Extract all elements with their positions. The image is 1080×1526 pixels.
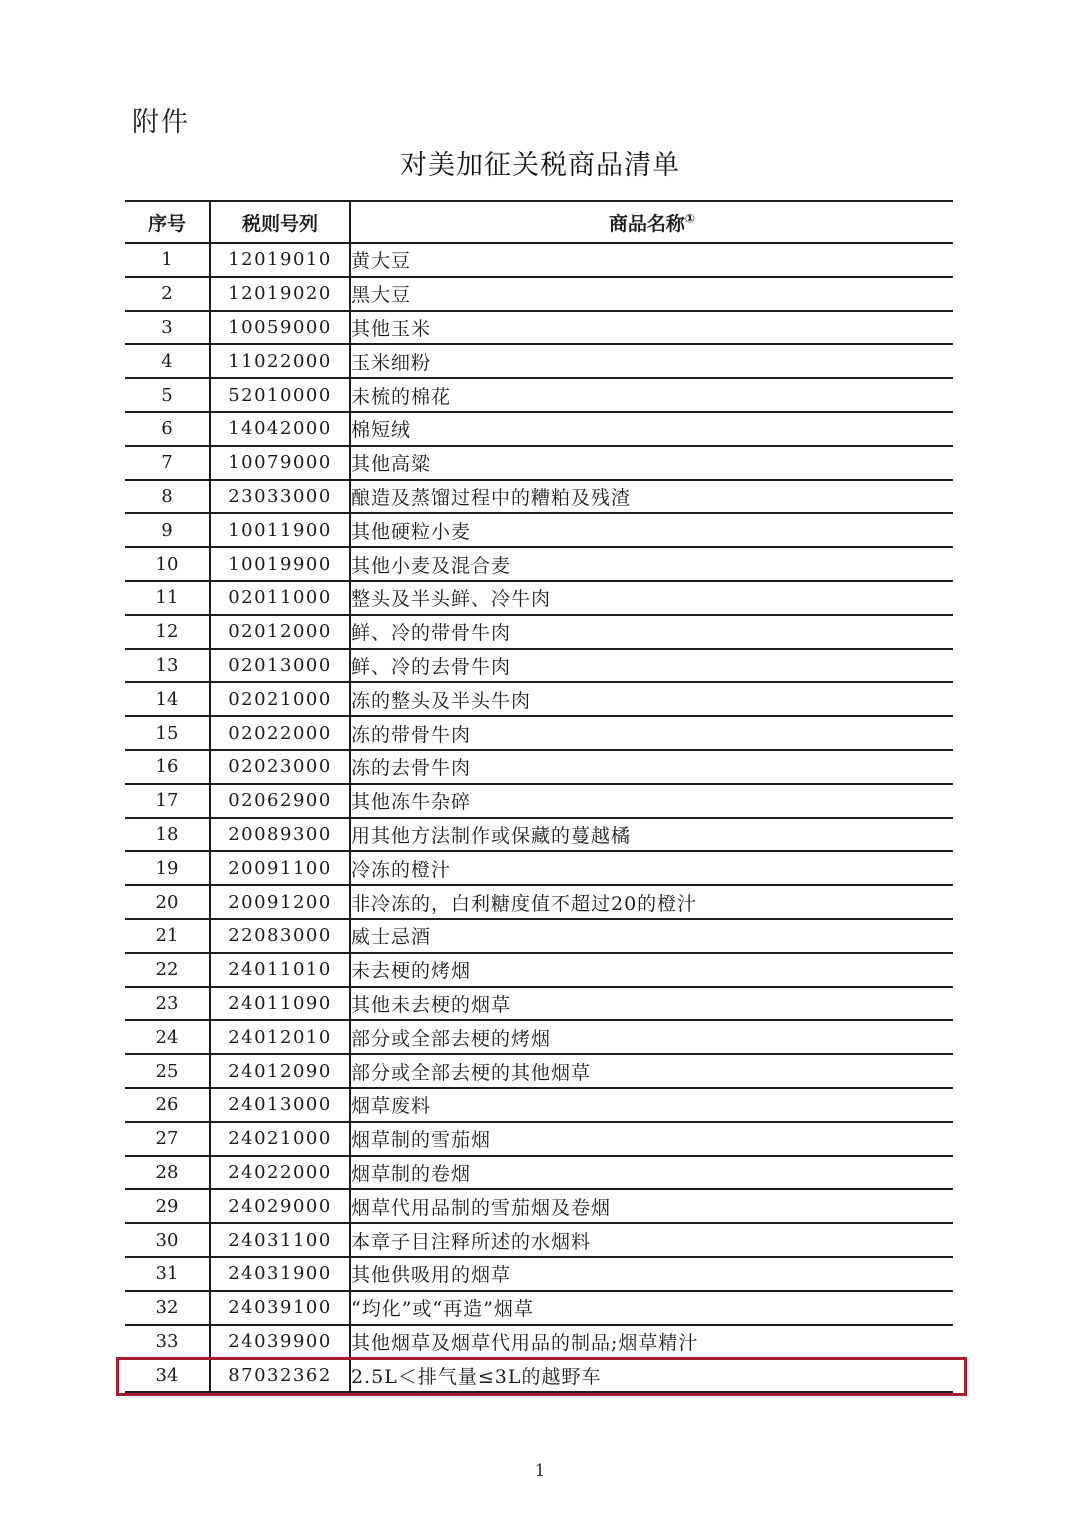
row-name-cell: 用其他方法制作或保藏的蔓越橘 [350, 818, 953, 852]
table-row [125, 243, 953, 277]
row-seq-cell: 23 [125, 987, 210, 1021]
row-code-cell: 10059000 [210, 311, 350, 345]
row-name-cell: 黄大豆 [350, 243, 953, 277]
row-name-cell: 其他未去梗的烟草 [350, 987, 953, 1021]
row-seq-cell: 6 [125, 412, 210, 446]
table-row [125, 615, 953, 649]
row-seq-cell: 24 [125, 1020, 210, 1054]
row-code-cell: 24011090 [210, 987, 350, 1021]
row-seq-cell: 29 [125, 1189, 210, 1223]
row-name-cell: 冷冻的橙汁 [350, 851, 953, 885]
row-seq-cell: 14 [125, 682, 210, 716]
row-code-cell: 02062900 [210, 784, 350, 818]
column-header-seq: 序号 [125, 201, 210, 243]
table-row [125, 547, 953, 581]
row-seq-cell: 25 [125, 1054, 210, 1088]
row-name-cell: 其他供吸用的烟草 [350, 1257, 953, 1291]
row-code-cell: 02021000 [210, 682, 350, 716]
row-name-cell: 鲜、冷的去骨牛肉 [350, 649, 953, 683]
row-name-cell: 2.5L＜排气量≤3L的越野车 [350, 1358, 953, 1392]
row-name-cell: 黑大豆 [350, 277, 953, 311]
row-code-cell: 52010000 [210, 378, 350, 412]
row-code-cell: 23033000 [210, 480, 350, 514]
table-row [125, 1291, 953, 1325]
row-code-cell: 24021000 [210, 1122, 350, 1156]
column-header-name-label: 商品名称 [608, 212, 685, 235]
row-name-cell: 玉米细粉 [350, 344, 953, 378]
row-seq-cell: 31 [125, 1257, 210, 1291]
row-seq-cell: 3 [125, 311, 210, 345]
row-code-cell: 02022000 [210, 716, 350, 750]
row-code-cell: 12019010 [210, 243, 350, 277]
table-row [125, 311, 953, 345]
row-name-cell: 部分或全部去梗的其他烟草 [350, 1054, 953, 1088]
row-seq-cell: 4 [125, 344, 210, 378]
table-row [125, 885, 953, 919]
row-name-cell: 威士忌酒 [350, 919, 953, 953]
table-row [125, 649, 953, 683]
row-code-cell: 02011000 [210, 581, 350, 615]
table-row [125, 784, 953, 818]
row-seq-cell: 17 [125, 784, 210, 818]
highlight-box [116, 1357, 967, 1396]
row-seq-cell: 21 [125, 919, 210, 953]
row-seq-cell: 16 [125, 750, 210, 784]
row-name-cell: 烟草废料 [350, 1088, 953, 1122]
table-row [125, 446, 953, 480]
row-code-cell: 02012000 [210, 615, 350, 649]
row-name-cell: 冻的带骨牛肉 [350, 716, 953, 750]
row-code-cell: 02023000 [210, 750, 350, 784]
row-name-cell: 棉短绒 [350, 412, 953, 446]
row-code-cell: 11022000 [210, 344, 350, 378]
table-row [125, 1156, 953, 1190]
row-seq-cell: 5 [125, 378, 210, 412]
row-seq-cell: 33 [125, 1325, 210, 1359]
row-seq-cell: 9 [125, 513, 210, 547]
row-seq-cell: 34 [125, 1358, 210, 1392]
row-code-cell: 10019900 [210, 547, 350, 581]
row-code-cell: 24012090 [210, 1054, 350, 1088]
row-name-cell: 冻的整头及半头牛肉 [350, 682, 953, 716]
table-row [125, 513, 953, 547]
table-row [125, 716, 953, 750]
row-seq-cell: 28 [125, 1156, 210, 1190]
row-name-cell: 其他玉米 [350, 311, 953, 345]
row-seq-cell: 26 [125, 1088, 210, 1122]
row-code-cell: 20091200 [210, 885, 350, 919]
row-code-cell: 02013000 [210, 649, 350, 683]
row-code-cell: 24039100 [210, 1291, 350, 1325]
row-seq-cell: 30 [125, 1223, 210, 1257]
table-row [125, 987, 953, 1021]
row-name-cell: 鲜、冷的带骨牛肉 [350, 615, 953, 649]
row-name-cell: 其他烟草及烟草代用品的制品;烟草精汁 [350, 1325, 953, 1359]
table-row [125, 480, 953, 514]
row-code-cell: 24011010 [210, 953, 350, 987]
column-header-code: 税则号列 [210, 201, 350, 243]
row-seq-cell: 18 [125, 818, 210, 852]
table-header-row [125, 201, 953, 243]
table-row [125, 378, 953, 412]
row-seq-cell: 12 [125, 615, 210, 649]
row-code-cell: 20089300 [210, 818, 350, 852]
row-name-cell: “均化”或“再造”烟草 [350, 1291, 953, 1325]
row-name-cell: 其他高粱 [350, 446, 953, 480]
table-row [125, 851, 953, 885]
page-number: 1 [534, 1461, 546, 1481]
table-row [125, 1257, 953, 1291]
row-name-cell: 其他冻牛杂碎 [350, 784, 953, 818]
row-code-cell: 10079000 [210, 446, 350, 480]
row-name-cell: 部分或全部去梗的烤烟 [350, 1020, 953, 1054]
row-code-cell: 12019020 [210, 277, 350, 311]
row-code-cell: 24031900 [210, 1257, 350, 1291]
row-code-cell: 22083000 [210, 919, 350, 953]
row-seq-cell: 2 [125, 277, 210, 311]
row-seq-cell: 20 [125, 885, 210, 919]
row-name-cell: 烟草制的卷烟 [350, 1156, 953, 1190]
row-name-cell: 烟草代用品制的雪茄烟及卷烟 [350, 1189, 953, 1223]
row-code-cell: 10011900 [210, 513, 350, 547]
row-name-cell: 酿造及蒸馏过程中的糟粕及残渣 [350, 480, 953, 514]
row-name-cell: 冻的去骨牛肉 [350, 750, 953, 784]
row-code-cell: 24022000 [210, 1156, 350, 1190]
table-row [125, 682, 953, 716]
row-code-cell: 20091100 [210, 851, 350, 885]
row-code-cell: 87032362 [210, 1358, 350, 1392]
row-name-cell: 未梳的棉花 [350, 378, 953, 412]
footnote-marker: ① [684, 211, 696, 226]
row-seq-cell: 32 [125, 1291, 210, 1325]
table-row [125, 1325, 953, 1359]
row-name-cell: 其他硬粒小麦 [350, 513, 953, 547]
table-row [125, 750, 953, 784]
row-code-cell: 24029000 [210, 1189, 350, 1223]
row-code-cell: 24012010 [210, 1020, 350, 1054]
row-code-cell: 14042000 [210, 412, 350, 446]
row-code-cell: 24039900 [210, 1325, 350, 1359]
row-seq-cell: 10 [125, 547, 210, 581]
table-row [125, 1223, 953, 1257]
row-seq-cell: 15 [125, 716, 210, 750]
table-row [125, 581, 953, 615]
table-row [125, 818, 953, 852]
row-name-cell: 非冷冻的，白利糖度值不超过20的橙汁 [350, 885, 953, 919]
row-name-cell: 未去梗的烤烟 [350, 953, 953, 987]
table-row [125, 1020, 953, 1054]
row-seq-cell: 13 [125, 649, 210, 683]
column-header-name [350, 201, 953, 243]
document-title: 对美加征关税商品清单 [400, 150, 680, 181]
table-row [125, 953, 953, 987]
table-row [125, 1054, 953, 1088]
row-seq-cell: 27 [125, 1122, 210, 1156]
row-code-cell: 24013000 [210, 1088, 350, 1122]
table-body [125, 243, 953, 1392]
row-seq-cell: 19 [125, 851, 210, 885]
row-seq-cell: 22 [125, 953, 210, 987]
table-row [125, 919, 953, 953]
table-row [125, 344, 953, 378]
row-seq-cell: 7 [125, 446, 210, 480]
attachment-label: 附件 [132, 107, 190, 138]
row-name-cell: 本章子目注释所述的水烟料 [350, 1223, 953, 1257]
table-row [125, 412, 953, 446]
row-name-cell: 其他小麦及混合麦 [350, 547, 953, 581]
table-row [125, 277, 953, 311]
table-row [125, 1122, 953, 1156]
row-code-cell: 24031100 [210, 1223, 350, 1257]
table-row [125, 1189, 953, 1223]
row-name-cell: 烟草制的雪茄烟 [350, 1122, 953, 1156]
tariff-goods-table [125, 200, 953, 1393]
table-row [125, 1088, 953, 1122]
row-name-cell: 整头及半头鲜、冷牛肉 [350, 581, 953, 615]
row-seq-cell: 11 [125, 581, 210, 615]
row-seq-cell: 8 [125, 480, 210, 514]
row-seq-cell: 1 [125, 243, 210, 277]
